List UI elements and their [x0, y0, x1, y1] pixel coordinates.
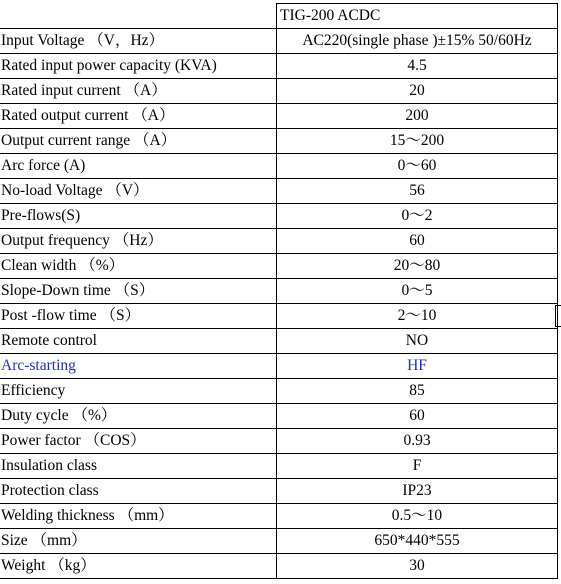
spec-row [0, 279, 558, 304]
param-value-cell[interactable]: 20～80 [277, 254, 558, 279]
param-name-cell[interactable]: Size （mm） [0, 529, 277, 554]
spec-row [0, 404, 558, 429]
spec-row-highlighted [0, 354, 558, 379]
param-name-cell[interactable]: Rated input current （A） [0, 79, 277, 104]
param-name-cell[interactable]: Remote control [0, 329, 277, 354]
spec-row [0, 479, 558, 504]
spec-row [0, 79, 558, 104]
param-name-cell[interactable]: Output current range （A） [0, 129, 277, 154]
param-value-cell[interactable]: 30 [277, 554, 558, 579]
model-name-cell[interactable]: TIG-200 ACDC [277, 4, 558, 29]
param-name-cell[interactable]: Rated output current （A） [0, 104, 277, 129]
spec-row [0, 29, 558, 54]
param-name-cell[interactable]: Arc-starting [0, 354, 277, 379]
param-value-cell[interactable]: AC220(single phase )±15% 50/60Hz [277, 29, 558, 54]
param-name-cell[interactable]: Post -flow time （S） [0, 304, 277, 329]
param-name-cell[interactable]: Efficiency [0, 379, 277, 404]
spec-row [0, 204, 558, 229]
param-name-cell[interactable]: Slope-Down time （S） [0, 279, 277, 304]
spec-row [0, 329, 558, 354]
param-value-cell[interactable]: 200 [277, 104, 558, 129]
header-row [0, 4, 558, 29]
spec-table [0, 3, 558, 579]
param-value-cell[interactable]: 0～5 [277, 279, 558, 304]
param-name-cell[interactable]: Clean width （%） [0, 254, 277, 279]
param-value-cell[interactable]: 60 [277, 404, 558, 429]
param-name-cell[interactable]: Rated input power capacity (KVA) [0, 54, 277, 79]
param-name-cell[interactable]: Output frequency （Hz） [0, 229, 277, 254]
spec-row [0, 154, 558, 179]
param-value-cell[interactable]: 650*440*555 [277, 529, 558, 554]
param-value-cell[interactable]: 15～200 [277, 129, 558, 154]
param-name-cell[interactable]: Welding thickness （mm） [0, 504, 277, 529]
spec-row [0, 54, 558, 79]
spec-row [0, 229, 558, 254]
spec-row [0, 504, 558, 529]
param-value-cell[interactable]: 0.93 [277, 429, 558, 454]
param-value-cell[interactable]: 0.5～10 [277, 504, 558, 529]
spec-row [0, 429, 558, 454]
param-value-cell[interactable]: 2～10 [277, 304, 558, 329]
param-value-cell[interactable]: 60 [277, 229, 558, 254]
param-name-cell[interactable]: Input Voltage （V，Hz） [0, 29, 277, 54]
param-value-cell[interactable]: 85 [277, 379, 558, 404]
spec-row [0, 529, 558, 554]
param-name-cell[interactable]: Pre-flows(S) [0, 204, 277, 229]
spec-row [0, 304, 558, 329]
param-name-cell[interactable]: Insulation class [0, 454, 277, 479]
param-name-cell[interactable]: No-load Voltage （V） [0, 179, 277, 204]
param-name-cell[interactable]: Power factor （COS） [0, 429, 277, 454]
param-value-cell[interactable]: HF [277, 354, 558, 379]
spec-row [0, 104, 558, 129]
param-value-cell[interactable]: IP23 [277, 479, 558, 504]
param-value-cell[interactable]: NO [277, 329, 558, 354]
param-name-cell[interactable]: Protection class [0, 479, 277, 504]
active-cell-cursor [555, 305, 561, 327]
param-name-cell[interactable]: Arc force (A) [0, 154, 277, 179]
param-value-cell[interactable]: 0～2 [277, 204, 558, 229]
param-value-cell[interactable]: 4.5 [277, 54, 558, 79]
spec-row [0, 254, 558, 279]
header-empty-cell[interactable] [0, 4, 277, 29]
param-name-cell[interactable]: Duty cycle （%） [0, 404, 277, 429]
spec-row [0, 454, 558, 479]
param-value-cell[interactable]: 56 [277, 179, 558, 204]
spec-row [0, 179, 558, 204]
param-value-cell[interactable]: F [277, 454, 558, 479]
param-name-cell[interactable]: Weight （kg） [0, 554, 277, 579]
param-value-cell[interactable]: 20 [277, 79, 558, 104]
spec-row [0, 379, 558, 404]
spec-row [0, 554, 558, 579]
param-value-cell[interactable]: 0～60 [277, 154, 558, 179]
spec-table-body [0, 4, 558, 579]
spec-row [0, 129, 558, 154]
